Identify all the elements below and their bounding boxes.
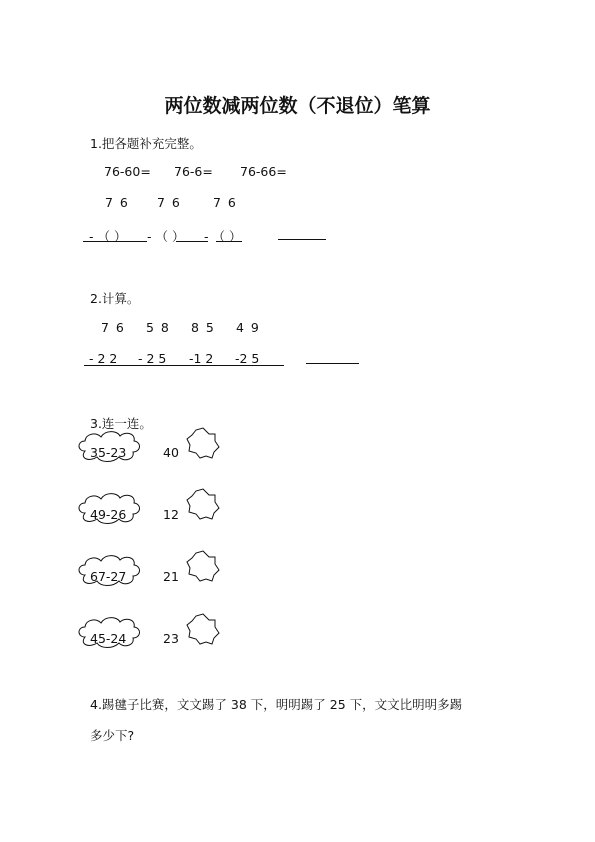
star-shape-2 — [186, 488, 220, 522]
s2-top-3: 8 5 — [191, 320, 214, 335]
s1-expression-1: 76-60= — [104, 164, 151, 179]
s1-top-1: 7 6 — [105, 195, 128, 210]
section4-question-line1: 4.踢毽子比赛，文文踢了 38 下，明明踢了 25 下，文文比明明多踢 — [90, 697, 463, 712]
s2-top-1: 7 6 — [101, 320, 124, 335]
s2-answer-line — [306, 363, 359, 364]
s2-top-4: 4 9 — [236, 320, 259, 335]
s1-answer-line — [278, 239, 326, 240]
s3-expression-4: 45-24 — [90, 631, 127, 646]
section2-heading: 2.计算。 — [90, 291, 140, 306]
s3-answer-4: 23 — [163, 631, 179, 646]
s2-underline — [84, 365, 284, 366]
star-shape-4 — [186, 613, 220, 647]
s3-answer-3: 21 — [163, 569, 179, 584]
s1-expression-2: 76-6= — [174, 164, 213, 179]
s2-bottom-1: - 2 2 — [89, 351, 118, 366]
s1-top-2: 7 6 — [157, 195, 180, 210]
s1-bottom-1: - （ ） — [89, 229, 127, 244]
page-title: 两位数减两位数（不退位）笔算 — [164, 95, 431, 117]
s3-expression-3: 67-27 — [90, 569, 127, 584]
s1-underline-1 — [83, 241, 147, 242]
s3-answer-1: 40 — [163, 445, 179, 460]
s1-bottom-3: - （ ） — [204, 229, 242, 244]
section4-question-line2: 多少下? — [90, 728, 135, 743]
s1-bottom-2: - （ ） — [147, 229, 185, 244]
s2-bottom-2: - 2 5 — [138, 351, 167, 366]
s3-expression-2: 49-26 — [90, 507, 127, 522]
s2-bottom-4: -2 5 — [235, 351, 260, 366]
s2-bottom-3: -1 2 — [189, 351, 214, 366]
s1-underline-2 — [176, 241, 208, 242]
section3-heading: 3.连一连。 — [90, 416, 152, 431]
s1-expression-3: 76-66= — [240, 164, 287, 179]
s1-top-3: 7 6 — [213, 195, 236, 210]
s3-expression-1: 35-23 — [90, 445, 127, 460]
s2-top-2: 5 8 — [146, 320, 169, 335]
section1-heading: 1.把各题补充完整。 — [90, 136, 202, 151]
star-shape-3 — [186, 550, 220, 584]
star-shape-1 — [186, 427, 220, 461]
s3-answer-2: 12 — [163, 507, 179, 522]
s1-underline-3 — [216, 241, 242, 242]
